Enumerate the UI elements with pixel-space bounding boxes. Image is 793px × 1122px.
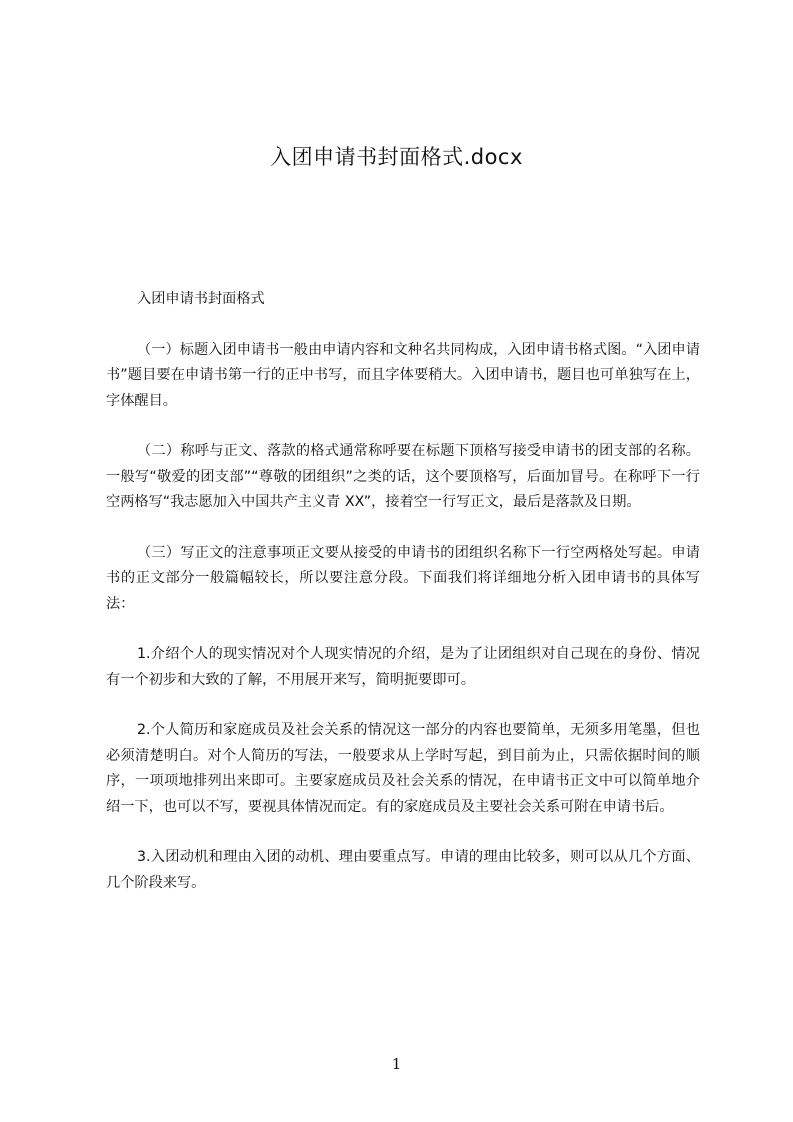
paragraph-title-format: （一）标题入团申请书一般由申请内容和文种名共同构成，入团申请书格式图。“入团申请书”题目要在申请书第一行的正中书写，而且字体要稍大。入团申请书，题目也可单独写在上，字体醒目。 — [106, 341, 700, 409]
paragraph-salutation-format: （二）称呼与正文、落款的格式通常称呼要在标题下顶格写接受申请书的团支部的名称。一般写“敬爱的团支部”“尊敬的团组织”之类的话，这个要顶格写，后面加冒号。在称呼下一行空两格写“我志愿加入中国共产主义青 XX”，接着空一行写正文，最后是落款及日期。 — [106, 443, 700, 510]
page-title: 入团申请书封面格式.docx — [270, 145, 523, 169]
paragraph-personal-situation: 1.介绍个人的现实情况对个人现实情况的介绍，是为了让团组织对自己现在的身份、情况有一个初步和大致的了解，不用展开来写，简明扼要即可。 — [106, 646, 700, 688]
document-body — [106, 287, 700, 921]
paragraph-resume-family: 2.个人简历和家庭成员及社会关系的情况这一部分的内容也要简单，无须多用笔墨，但也必须清楚明白。对个人简历的写法，一般要求从上学时写起，到目前为止，只需依据时间的顺序，一项项地排列出来即可。主要家庭成员及社会关系的情况，在申请书正文中可以简单地介绍一下，也可以不写，要视具体情况而定。有的家庭成员及主要社会关系可附在申请书后。 — [106, 722, 700, 815]
page-number: 1 — [391, 1055, 402, 1073]
paragraph-body-notes: （三）写正文的注意事项正文要从接受的申请书的团组织名称下一行空两格处写起。申请书的正文部分一般篇幅较长，所以要注意分段。下面我们将详细地分析入团申请书的具体写法： — [106, 544, 700, 612]
paragraph-motivation: 3.入团动机和理由入团的动机、理由要重点写。申请的理由比较多，则可以从几个方面、几个阶段来写。 — [106, 849, 700, 891]
section-heading: 入团申请书封面格式 — [137, 291, 265, 307]
